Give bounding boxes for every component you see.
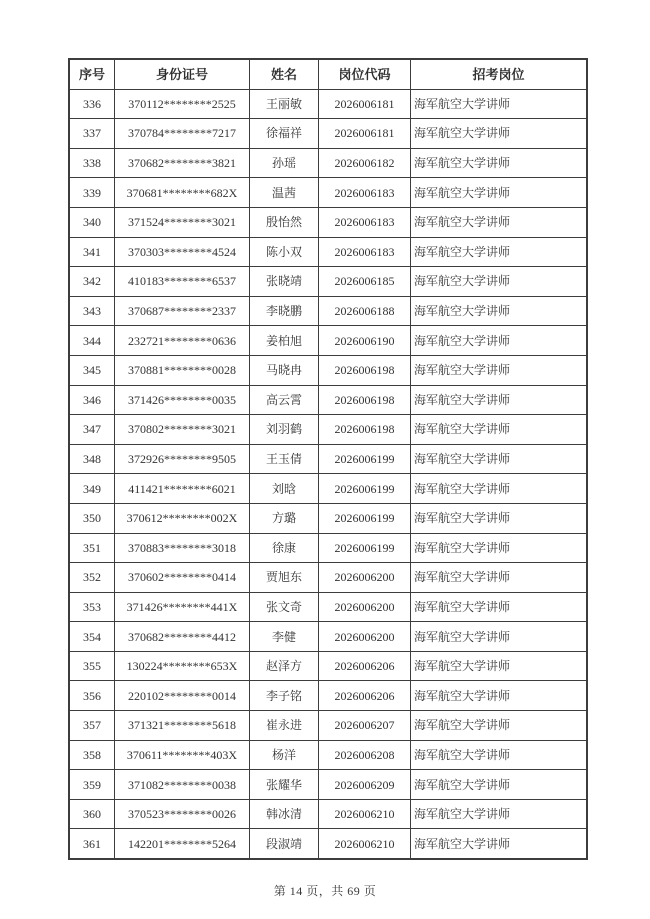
table-cell: 海军航空大学讲师 xyxy=(411,474,588,504)
table-cell: 352 xyxy=(69,563,115,593)
table-cell: 陈小双 xyxy=(250,237,319,267)
table-cell: 357 xyxy=(69,711,115,741)
table-cell: 359 xyxy=(69,770,115,800)
table-cell: 371426********441X xyxy=(115,592,250,622)
table-cell: 371082********0038 xyxy=(115,770,250,800)
table-cell: 张文奇 xyxy=(250,592,319,622)
table-cell: 刘羽鹤 xyxy=(250,415,319,445)
table-row xyxy=(69,237,587,267)
table-cell: 海军航空大学讲师 xyxy=(411,651,588,681)
table-row xyxy=(69,740,587,770)
table-cell: 李子铭 xyxy=(250,681,319,711)
table-cell: 张晓靖 xyxy=(250,267,319,297)
table-cell: 2026006198 xyxy=(319,415,411,445)
table-cell: 2026006199 xyxy=(319,503,411,533)
table-cell: 海军航空大学讲师 xyxy=(411,592,588,622)
table-cell: 356 xyxy=(69,681,115,711)
table-cell: 2026006206 xyxy=(319,651,411,681)
table-header-cell: 姓名 xyxy=(250,59,319,89)
table-cell: 海军航空大学讲师 xyxy=(411,770,588,800)
table-cell: 2026006198 xyxy=(319,385,411,415)
table-cell: 海军航空大学讲师 xyxy=(411,207,588,237)
table-cell: 372926********9505 xyxy=(115,444,250,474)
table-cell: 海军航空大学讲师 xyxy=(411,119,588,149)
table-cell: 351 xyxy=(69,533,115,563)
table-cell: 371524********3021 xyxy=(115,207,250,237)
table-cell: 370881********0028 xyxy=(115,355,250,385)
table-cell: 2026006207 xyxy=(319,711,411,741)
table-cell: 361 xyxy=(69,829,115,859)
table-cell: 方璐 xyxy=(250,503,319,533)
table-cell: 2026006199 xyxy=(319,444,411,474)
table-row xyxy=(69,296,587,326)
table-cell: 2026006200 xyxy=(319,622,411,652)
table-cell: 海军航空大学讲师 xyxy=(411,89,588,119)
table-cell: 370682********4412 xyxy=(115,622,250,652)
table-cell: 2026006183 xyxy=(319,207,411,237)
table-cell: 370682********3821 xyxy=(115,148,250,178)
table-cell: 350 xyxy=(69,503,115,533)
table-cell: 343 xyxy=(69,296,115,326)
table-cell: 2026006210 xyxy=(319,829,411,859)
table-cell: 海军航空大学讲师 xyxy=(411,799,588,829)
table-cell: 370112********2525 xyxy=(115,89,250,119)
table-row xyxy=(69,651,587,681)
table-row xyxy=(69,533,587,563)
table-cell: 339 xyxy=(69,178,115,208)
table-row xyxy=(69,415,587,445)
table-row xyxy=(69,829,587,859)
table-cell: 马晓冉 xyxy=(250,355,319,385)
table-cell: 2026006209 xyxy=(319,770,411,800)
table-cell: 赵泽方 xyxy=(250,651,319,681)
table-cell: 340 xyxy=(69,207,115,237)
table-cell: 341 xyxy=(69,237,115,267)
table-cell: 370523********0026 xyxy=(115,799,250,829)
table-cell: 371321********5618 xyxy=(115,711,250,741)
table-cell: 海军航空大学讲师 xyxy=(411,829,588,859)
table-header-cell: 序号 xyxy=(69,59,115,89)
table-cell: 2026006199 xyxy=(319,533,411,563)
table-cell: 刘晗 xyxy=(250,474,319,504)
table-row xyxy=(69,799,587,829)
table-cell: 2026006200 xyxy=(319,563,411,593)
table-cell: 411421********6021 xyxy=(115,474,250,504)
table-row xyxy=(69,385,587,415)
table-cell: 李健 xyxy=(250,622,319,652)
table-cell: 370611********403X xyxy=(115,740,250,770)
table-cell: 349 xyxy=(69,474,115,504)
table-row xyxy=(69,355,587,385)
table-cell: 370681********682X xyxy=(115,178,250,208)
table-cell: 海军航空大学讲师 xyxy=(411,563,588,593)
table-row xyxy=(69,622,587,652)
table-cell: 2026006200 xyxy=(319,592,411,622)
table-head xyxy=(69,59,587,89)
table-cell: 130224********653X xyxy=(115,651,250,681)
table-cell: 348 xyxy=(69,444,115,474)
table-body xyxy=(69,89,587,859)
table-row xyxy=(69,474,587,504)
table-cell: 370784********7217 xyxy=(115,119,250,149)
table-row xyxy=(69,326,587,356)
table-cell: 海军航空大学讲师 xyxy=(411,711,588,741)
table-cell: 2026006182 xyxy=(319,148,411,178)
table-cell: 345 xyxy=(69,355,115,385)
table-row xyxy=(69,563,587,593)
table-cell: 姜柏旭 xyxy=(250,326,319,356)
table-cell: 海军航空大学讲师 xyxy=(411,622,588,652)
table-cell: 海军航空大学讲师 xyxy=(411,178,588,208)
table-header-cell: 岗位代码 xyxy=(319,59,411,89)
table-cell: 海军航空大学讲师 xyxy=(411,415,588,445)
table-cell: 海军航空大学讲师 xyxy=(411,503,588,533)
page-number-footer: 第 14 页，共 69 页 xyxy=(273,884,377,898)
table-row xyxy=(69,503,587,533)
table-cell: 2026006210 xyxy=(319,799,411,829)
table-row xyxy=(69,592,587,622)
table-cell: 李晓鹏 xyxy=(250,296,319,326)
table-cell: 杨洋 xyxy=(250,740,319,770)
table-cell: 海军航空大学讲师 xyxy=(411,148,588,178)
table-cell: 徐康 xyxy=(250,533,319,563)
table-row xyxy=(69,444,587,474)
table-cell: 孙瑶 xyxy=(250,148,319,178)
table-cell: 353 xyxy=(69,592,115,622)
table-cell: 2026006181 xyxy=(319,119,411,149)
table-header-row xyxy=(69,59,587,89)
table-cell: 海军航空大学讲师 xyxy=(411,355,588,385)
table-cell: 355 xyxy=(69,651,115,681)
table-cell: 2026006188 xyxy=(319,296,411,326)
table-cell: 崔永进 xyxy=(250,711,319,741)
table-cell: 360 xyxy=(69,799,115,829)
table-cell: 海军航空大学讲师 xyxy=(411,385,588,415)
table-cell: 142201********5264 xyxy=(115,829,250,859)
table-row xyxy=(69,681,587,711)
table-cell: 高云霄 xyxy=(250,385,319,415)
table-cell: 海军航空大学讲师 xyxy=(411,533,588,563)
table-cell: 371426********0035 xyxy=(115,385,250,415)
table-cell: 段淑靖 xyxy=(250,829,319,859)
table-cell: 王丽敏 xyxy=(250,89,319,119)
table-cell: 370687********2337 xyxy=(115,296,250,326)
table-cell: 海军航空大学讲师 xyxy=(411,237,588,267)
table-cell: 2026006183 xyxy=(319,178,411,208)
table-cell: 232721********0636 xyxy=(115,326,250,356)
table-cell: 370602********0414 xyxy=(115,563,250,593)
table-cell: 王玉倩 xyxy=(250,444,319,474)
table-cell: 2026006198 xyxy=(319,355,411,385)
table-cell: 海军航空大学讲师 xyxy=(411,326,588,356)
table-cell: 海军航空大学讲师 xyxy=(411,267,588,297)
table-row xyxy=(69,178,587,208)
table-cell: 354 xyxy=(69,622,115,652)
table-cell: 海军航空大学讲师 xyxy=(411,296,588,326)
table-cell: 347 xyxy=(69,415,115,445)
table-cell: 410183********6537 xyxy=(115,267,250,297)
table-cell: 338 xyxy=(69,148,115,178)
table-row xyxy=(69,770,587,800)
table-cell: 殷怡然 xyxy=(250,207,319,237)
table-cell: 徐福祥 xyxy=(250,119,319,149)
table-cell: 344 xyxy=(69,326,115,356)
table-cell: 海军航空大学讲师 xyxy=(411,444,588,474)
table-cell: 358 xyxy=(69,740,115,770)
table-cell: 温茜 xyxy=(250,178,319,208)
table-cell: 2026006183 xyxy=(319,237,411,267)
table-cell: 2026006208 xyxy=(319,740,411,770)
table-row xyxy=(69,89,587,119)
table-row xyxy=(69,267,587,297)
table-cell: 336 xyxy=(69,89,115,119)
table-cell: 346 xyxy=(69,385,115,415)
table-cell: 海军航空大学讲师 xyxy=(411,740,588,770)
table-cell: 220102********0014 xyxy=(115,681,250,711)
table-cell: 海军航空大学讲师 xyxy=(411,681,588,711)
table-row xyxy=(69,119,587,149)
table-cell: 2026006190 xyxy=(319,326,411,356)
table-cell: 370612********002X xyxy=(115,503,250,533)
table-cell: 370802********3021 xyxy=(115,415,250,445)
table-header-cell: 身份证号 xyxy=(115,59,250,89)
table-cell: 337 xyxy=(69,119,115,149)
table-cell: 2026006181 xyxy=(319,89,411,119)
table-cell: 370303********4524 xyxy=(115,237,250,267)
table-cell: 张耀华 xyxy=(250,770,319,800)
table-cell: 2026006199 xyxy=(319,474,411,504)
table-cell: 370883********3018 xyxy=(115,533,250,563)
table-header-cell: 招考岗位 xyxy=(411,59,588,89)
recruitment-roster-table xyxy=(68,58,588,860)
table-row xyxy=(69,207,587,237)
table-cell: 342 xyxy=(69,267,115,297)
table-cell: 贾旭东 xyxy=(250,563,319,593)
table-row xyxy=(69,711,587,741)
table-cell: 韩冰清 xyxy=(250,799,319,829)
table-cell: 2026006185 xyxy=(319,267,411,297)
table-cell: 2026006206 xyxy=(319,681,411,711)
table-row xyxy=(69,148,587,178)
